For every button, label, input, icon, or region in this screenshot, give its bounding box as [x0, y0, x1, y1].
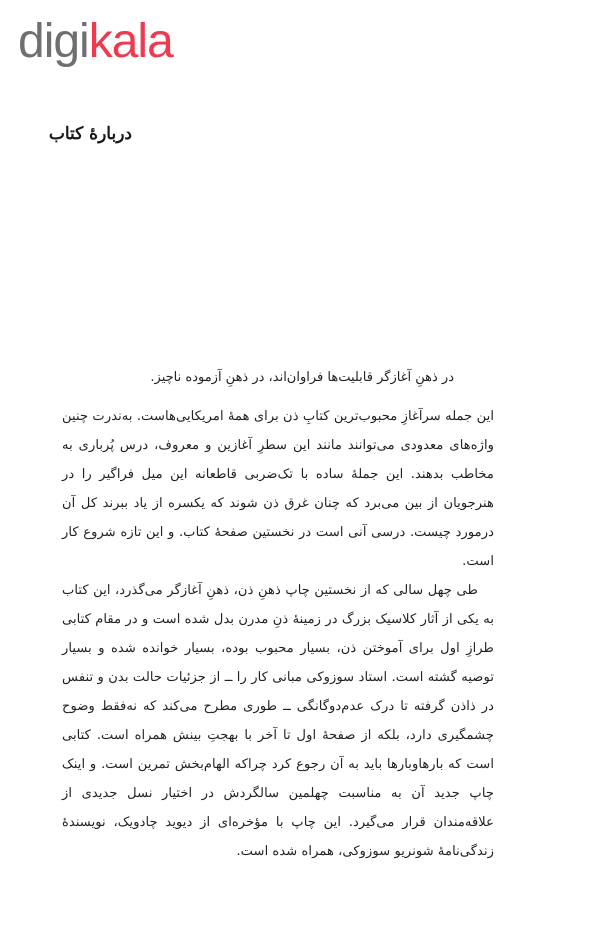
logo-part-digi: digi: [18, 15, 89, 68]
epigraph-quote: در ذهنِ آغازگر قابلیت‌ها فراوان‌اند، در ذهنِ آزموده ناچیز.: [150, 370, 454, 385]
description-paragraph-1: این جمله سرآغازِ محبوب‌ترین کتابِ ذن برای همهٔ امریکایی‌هاست. به‌ندرت چنین واژه‌های معدودی می‌توانند مانند این سطرِ آغازین و معروف، درس پُرباری به مخاطب بدهند. این جملهٔ ساده با تک‌ضربی قاطعانه این میل فراگیر را در هنرجویان از بین می‌برد که چنان غرق ذن شوند که یکسره از یاد ببرند کل آن درمورد چیست. درسی آنی است در نخستین صفحهٔ کتاب. و این تازه شروع کار است.: [62, 409, 494, 569]
book-description: [62, 402, 494, 866]
logo-part-kala: kala: [88, 15, 173, 68]
page-title: دربارهٔ کتاب: [48, 124, 132, 144]
digikala-logo: [18, 14, 173, 70]
description-paragraph-2: طی چهل سالی که از نخستین چاپ ذهنِ ذن، ذهنِ آغازگر می‌گذرد، این کتاب به یکی از آثار کلاسیک بزرگ در زمینهٔ ذنِ مدرن بدل شده است و در مقام کتابی طرازِ اول برای آموختن ذن، بسیار محبوب بوده، بسیار خوانده شده و بسیار توصیه گشته است. استاد سوزوکی مبانی کار را ــ از جزئیات حالت بدن و تنفس در ذاذن گرفته تا درک عدم‌دوگانگی ــ طوری مطرح می‌کند که نه‌فقط وضوح چشمگیری دارد، بلکه از صفحهٔ اول تا آخر با بهجتِ بینش همراه است. کتابی است که بارها‌و‌بارها باید به آن رجوع کرد چراکه الهام‌بخش تمرین است. و اینک چاپ جدید آن به مناسبت چهلمین سالگردش در اختیار نسل جدیدی از علاقه‌مندان قرار می‌گیرد. این چاپ با مؤخره‌ای از دیوید چادویک، نویسندهٔ زندگی‌نامهٔ شونریو سوزوکی، همراه شده است.: [62, 583, 494, 859]
